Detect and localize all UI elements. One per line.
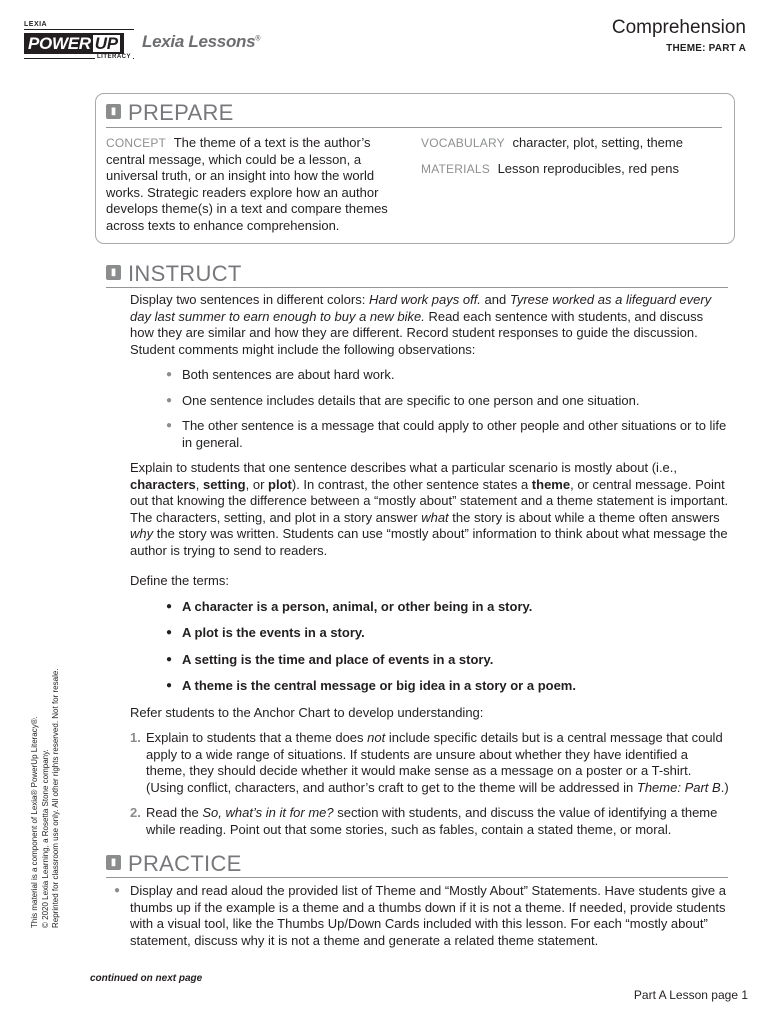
list-item: ● One sentence includes details that are specific to one person and one situation. <box>166 393 730 410</box>
logo-rule <box>24 29 134 30</box>
vocabulary-block <box>421 135 731 152</box>
instruct-rule <box>106 287 728 288</box>
prepare-rule <box>106 127 722 128</box>
materials-block <box>421 161 731 178</box>
prepare-icon: ▮ <box>106 104 121 119</box>
concept-text: The theme of a text is the author’s central message, which could be a lesson, a universal truth, or an insight into how the world works. Strategic readers explore how an author develops theme(s) in a text and compare themes across texts to enhance comprehension. <box>106 135 388 233</box>
list-item: ● A theme is the central message or big idea in a story or a poem. <box>166 678 730 695</box>
concept-label: CONCEPT <box>106 136 167 150</box>
practice-body <box>114 883 728 958</box>
instruct-body <box>130 292 730 847</box>
steps-list <box>130 730 730 838</box>
step-item: 2. Read the So, what’s in it for me? section with students, and discuss the value of identifying a theme while reading. Point out that some stories, such as fables, contain a stated theme, or moral. <box>130 805 718 837</box>
powerup-logo <box>24 33 124 54</box>
logo-up: UP <box>94 34 118 53</box>
practice-list <box>114 883 728 949</box>
practice-heading: PRACTICE <box>128 851 242 876</box>
observation-list <box>166 367 730 451</box>
list-item: ● Display and read aloud the provided list of Theme and “Mostly About” Statements. Have students give a thumbs up if the example is a theme and a thumbs down if it is not a theme. If needed, provide students with a visual tool, like the Thumbs Up/Down Cards included with this lesson. For each “mostly about” statement, discuss why it is not a theme and generate a related theme statement. <box>114 883 728 949</box>
terms-list <box>166 599 730 695</box>
page-footer: Part A Lesson page 1 <box>633 988 748 1002</box>
copyright-side-note: This material is a component of Lexia® PowerUp Literacy®. © 2020 Lexia Learning, a Rosetta Stone company. Reprinted for classroom use only. All other rights reserved. Not for resale. <box>30 668 60 928</box>
vocabulary-text: character, plot, setting, theme <box>512 135 683 150</box>
materials-label: MATERIALS <box>421 162 490 176</box>
refer-line: Refer students to the Anchor Chart to develop understanding: <box>130 704 484 720</box>
example-sentence-1: Hard work pays off. <box>368 292 481 307</box>
step-item: 1. Explain to students that a theme does not include specific details but is a central message that could apply to a wide range of situations. If students are unsure about whether they have identified a theme, they should decide whether it would make sense as a message on a poster or a T-shirt. (Using conflict, characters, and author’s craft to get to the theme will be addressed in Theme: Part B.) <box>130 730 729 795</box>
vocabulary-label: VOCABULARY <box>421 136 505 150</box>
list-item: ● The other sentence is a message that could apply to other people and other situations or to life in general. <box>166 418 730 451</box>
define-terms-line: Define the terms: <box>130 573 229 588</box>
list-item: ● A setting is the time and place of events in a story. <box>166 652 730 669</box>
list-item: ● Both sentences are about hard work. <box>166 367 730 384</box>
logo-lexia-text: LEXIA <box>24 21 48 28</box>
instruct-icon: ▮ <box>106 265 121 280</box>
instruct-paragraph-2: Explain to students that one sentence describes what a particular scenario is mostly about (i.e., characters, setting, or plot). In contrast, the other sentence states a theme, or central message. Point out that knowing the difference between a “mostly about” statement and a theme statement is important. The characters, setting, and plot in a story answer what the story is about while a theme often answers why the story was written. Students can use “mostly about” information to think about what message the author is trying to send to readers. <box>130 460 729 558</box>
practice-icon: ▮ <box>106 855 121 870</box>
page-subtitle: THEME: PART A <box>666 43 746 54</box>
instruct-heading: INSTRUCT <box>128 261 242 286</box>
materials-text: Lesson reproducibles, red pens <box>497 161 679 176</box>
instruct-paragraph-1: Display two sentences in different colors: Hard work pays off. and Tyrese worked as a lifeguard every day last summer to earn enough to buy a new bike. Read each sentence with students, and discuss how they are similar and how they are different. Record student responses to guide the discussion. Student comments might include the following observations: <box>130 292 712 357</box>
example-sentence-2: Tyrese worked as a lifeguard every day last summer to earn enough to buy a new bike. <box>130 292 712 324</box>
practice-rule <box>106 877 728 878</box>
prepare-heading: PREPARE <box>128 100 234 125</box>
list-item: ● A character is a person, animal, or other being in a story. <box>166 599 730 616</box>
page-title: Comprehension <box>611 17 746 38</box>
concept-block <box>106 135 408 234</box>
logo-power: POWER <box>28 34 91 53</box>
logo-literacy-text: LITERACY <box>97 54 131 60</box>
list-item: ● A plot is the events in a story. <box>166 625 730 642</box>
continued-note: continued on next page <box>90 973 203 984</box>
lexia-lessons-logo: Lexia Lessons® <box>142 32 261 51</box>
